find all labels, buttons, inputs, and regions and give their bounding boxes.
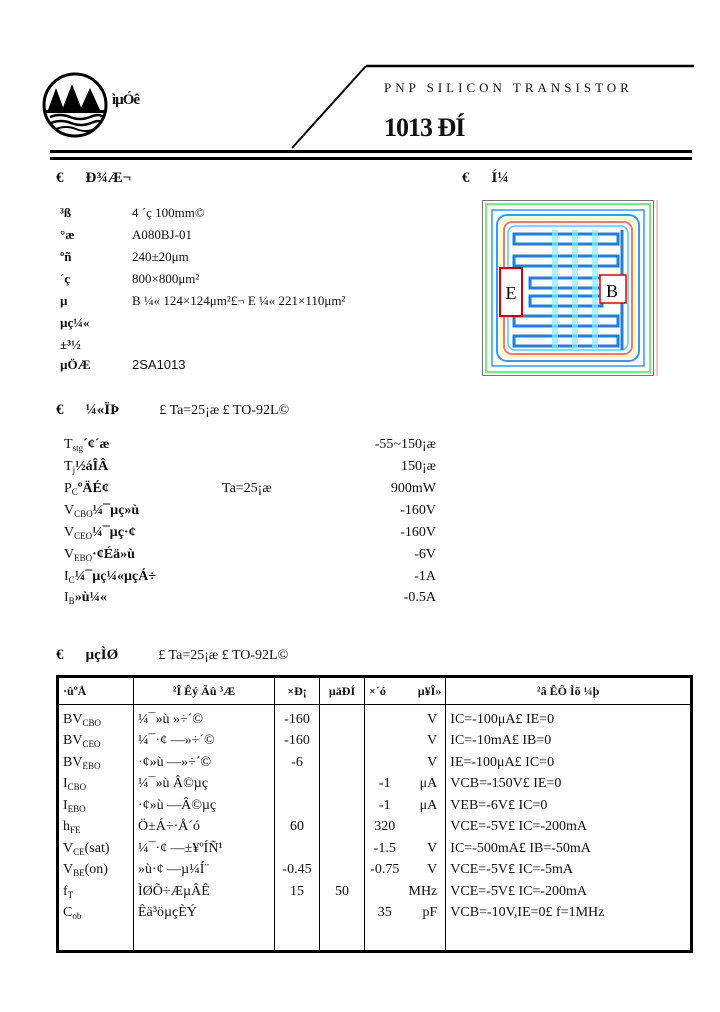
param-symbol: V — [64, 503, 75, 518]
param-symbol: V — [64, 525, 75, 540]
section-marker: € — [462, 170, 470, 186]
section-marker: € — [56, 402, 64, 418]
symbol-cell: $BV_{EBO}$ — [63, 754, 101, 771]
param-symbol: P — [64, 481, 72, 496]
param-symbol: T — [64, 459, 73, 474]
conditions-cell: VEB=-6V£ IC=0 — [446, 795, 692, 817]
col-max: ×´ó — [365, 677, 405, 705]
spec-key: ³ß — [60, 205, 72, 220]
rating-row — [64, 503, 436, 523]
conditions-cell: IC=-10mA£ IB=0 — [446, 731, 692, 753]
product-title: 1013 ÐÍ — [384, 113, 465, 142]
symbol-cell: $f_T$ — [63, 883, 74, 900]
conditions-cell: VCB=-10V,IE=0£ f=1MHz — [446, 903, 692, 925]
name-cell: ¼¯·¢ —±¥ºÍÑ¹ — [134, 838, 275, 860]
col-symbol: ·ûºÅ — [58, 677, 134, 705]
max-ratings-list — [64, 437, 436, 612]
min-cell: -160 — [275, 731, 320, 753]
max-cell: -1 — [365, 774, 405, 796]
max-ratings-heading — [56, 402, 289, 419]
conditions-cell: VCE=-5V£ IC=-200mA — [446, 817, 692, 839]
symbol-cell: $BV_{CBO}$ — [63, 711, 101, 728]
unit-cell — [405, 817, 446, 839]
company-name: ìµÓê — [112, 92, 140, 108]
chip-spec-list — [60, 205, 440, 375]
max-cell: -1 — [365, 795, 405, 817]
conditions-cell: IC=-500mA£ IB=-50mA — [446, 838, 692, 860]
max-cell — [365, 752, 405, 774]
min-cell: -6 — [275, 752, 320, 774]
spec-value: 240±20μm — [132, 249, 189, 264]
header-divider-bottom — [50, 157, 692, 160]
param-subscript: j — [72, 465, 76, 475]
param-value: 150¡æ — [401, 459, 436, 474]
table-row — [58, 817, 692, 839]
table-row — [58, 705, 692, 731]
param-symbol: I — [64, 569, 69, 584]
typ-cell — [320, 817, 365, 839]
param-subscript: CEO — [74, 531, 93, 541]
rating-row — [64, 547, 436, 567]
unit-cell: MHz — [408, 883, 438, 899]
name-cell: »ù·¢ —µ¼Í¨ — [134, 860, 275, 882]
param-subscript: C — [68, 575, 75, 585]
param-value: -55~150¡æ — [374, 437, 436, 452]
section-conditions: £ Ta=25¡æ £ TO-92L© — [159, 403, 290, 418]
param-label: ¼¯µç»ù — [92, 503, 140, 518]
symbol-cell: $V_{BE}(on)$ — [63, 862, 108, 879]
symbol-cell: $h_{FE}$ — [63, 819, 81, 836]
param-label: »ù¼« — [74, 590, 107, 605]
max-cell: -1.5 — [365, 838, 405, 860]
param-value: -1A — [414, 569, 436, 584]
rating-row — [64, 459, 436, 479]
table-row — [58, 838, 692, 860]
name-cell: ¼¯·¢ —»÷´© — [134, 731, 275, 753]
unit-cell: V — [427, 711, 438, 727]
param-label: ½áÎÂ — [75, 459, 109, 474]
max-cell: -0.75 — [365, 860, 405, 882]
param-value: -160V — [400, 525, 436, 540]
company-logo-icon — [42, 72, 108, 138]
typ-cell — [320, 774, 365, 796]
max-cell — [365, 881, 405, 903]
table-row — [58, 731, 692, 753]
section-label: Í¼ — [491, 170, 509, 186]
min-cell: 15 — [275, 881, 320, 903]
name-cell: ·¢»ù —Â©µç — [134, 795, 275, 817]
spec-key: °æ — [60, 227, 75, 242]
spec-key: µÖÆ — [60, 357, 91, 372]
rating-row — [64, 437, 436, 457]
typ-cell — [320, 752, 365, 774]
min-cell — [275, 838, 320, 860]
param-subscript: B — [68, 596, 75, 606]
table-header-row — [58, 677, 692, 705]
unit-cell: μA — [419, 797, 438, 813]
section-label: Ð¾Æ¬ — [85, 170, 132, 186]
section-conditions: £ Ta=25¡æ £ TO-92L© — [158, 648, 289, 663]
spec-key: ±³½ — [60, 337, 81, 352]
typ-cell — [320, 705, 365, 731]
param-value: -6V — [414, 547, 436, 562]
col-conditions: ²â ÊÔ Ìõ ¼þ — [446, 677, 692, 705]
min-cell: -0.45 — [275, 860, 320, 882]
param-symbol: V — [64, 547, 75, 562]
param-subscript: stg — [72, 443, 84, 453]
param-value: 900mW — [390, 481, 436, 496]
max-cell — [365, 731, 405, 753]
electrical-characteristics-table — [56, 675, 693, 953]
chip-section-heading — [56, 170, 131, 187]
symbol-cell: $V_{CE}(sat)$ — [63, 840, 110, 857]
param-label: ¼¯µç¼«µçÁ÷ — [74, 569, 157, 584]
min-cell — [275, 903, 320, 925]
section-marker: € — [56, 647, 64, 663]
rating-row — [64, 569, 436, 589]
table-row-empty — [58, 924, 692, 952]
unit-cell: pF — [422, 905, 438, 921]
table-row — [58, 881, 692, 903]
table-row — [58, 752, 692, 774]
symbol-cell: $BV_{CEO}$ — [63, 733, 101, 750]
conditions-cell: VCE=-5V£ IC=-5mA — [446, 860, 692, 882]
param-symbol: T — [64, 437, 73, 452]
unit-cell: V — [427, 840, 438, 856]
unit-cell: V — [427, 733, 438, 749]
name-cell: ¼¯»ù Â©µç — [134, 774, 275, 796]
name-cell: ¼¯»ù »÷´© — [134, 705, 275, 731]
param-symbol: I — [64, 590, 69, 605]
section-label: µçÌØ — [85, 647, 119, 663]
col-min: ×Ð¡ — [275, 677, 320, 705]
spec-value: 4 ´ç 100mm© — [132, 205, 205, 220]
spec-value: 2SA1013 — [132, 357, 186, 372]
spec-value: B ¼« 124×124μm²£¬ E ¼« 221×110μm² — [132, 293, 346, 308]
conditions-cell: VCB=-150V£ IE=0 — [446, 774, 692, 796]
diagram-section-heading — [462, 170, 509, 187]
rating-row — [64, 525, 436, 545]
emitter-pad-label: E — [505, 283, 517, 303]
spec-key: µ — [60, 293, 68, 308]
param-subscript: CBO — [74, 509, 93, 519]
name-cell: ·¢»ù —»÷´© — [134, 752, 275, 774]
spec-value: A080BJ-01 — [132, 227, 192, 242]
rating-row — [64, 481, 436, 501]
name-cell: ÌØÕ÷ÆµÂÊ — [134, 881, 275, 903]
max-cell — [365, 705, 405, 731]
param-subscript: C — [71, 487, 78, 497]
conditions-cell: IE=-100μA£ IC=0 — [446, 752, 692, 774]
min-cell: 60 — [275, 817, 320, 839]
spec-value: 800×800μm² — [132, 271, 200, 286]
spec-key: ºñ — [60, 249, 72, 264]
max-cell: 320 — [365, 817, 405, 839]
electrical-heading — [56, 647, 288, 664]
spec-key: µç¼« — [60, 315, 90, 330]
die-layout-diagram — [482, 200, 658, 376]
unit-cell: V — [427, 754, 438, 770]
table-row — [58, 774, 692, 796]
table-row — [58, 795, 692, 817]
typ-cell — [320, 860, 365, 882]
param-value: -0.5A — [403, 590, 436, 605]
param-subscript: EBO — [74, 553, 93, 563]
col-unit: µ¥Î» — [405, 677, 446, 705]
param-value: -160V — [400, 503, 436, 518]
param-label: ¼¯µç·¢ — [92, 525, 136, 540]
header-divider-top — [50, 150, 692, 153]
name-cell: Ö±Á÷·Å´ó — [134, 817, 275, 839]
param-label: ·¢Éä»ù — [92, 547, 135, 562]
unit-cell: V — [427, 862, 438, 878]
col-typ: µäÐÍ — [320, 677, 365, 705]
unit-cell: μA — [419, 776, 438, 792]
table-row — [58, 860, 692, 882]
min-cell: -160 — [275, 705, 320, 731]
col-parameter: ²Î Êý Ãû ³Æ — [134, 677, 275, 705]
spec-key: ´ç — [60, 271, 71, 286]
typ-cell — [320, 838, 365, 860]
rating-row — [64, 590, 436, 610]
param-label: ´¢´æ — [83, 437, 110, 452]
symbol-cell: $C_{ob}$ — [63, 905, 82, 922]
symbol-cell: $I_{CBO}$ — [63, 776, 87, 793]
min-cell — [275, 774, 320, 796]
section-marker: € — [56, 170, 64, 186]
product-subtitle: PNP SILICON TRANSISTOR — [384, 80, 633, 95]
name-cell: Êä³öµçÈÝ — [134, 903, 275, 925]
typ-cell — [320, 731, 365, 753]
section-label: ¼«ÏÞ — [85, 402, 120, 418]
typ-cell: 50 — [320, 881, 365, 903]
base-pad-label: B — [605, 281, 619, 301]
param-label: ºÄÉ¢ — [77, 481, 109, 496]
max-cell: 35 — [365, 903, 405, 925]
min-cell — [275, 795, 320, 817]
typ-cell — [320, 903, 365, 925]
conditions-cell: VCE=-5V£ IC=-200mA — [446, 881, 692, 903]
param-condition: Ta=25¡æ — [222, 481, 272, 496]
conditions-cell: IC=-100μA£ IE=0 — [446, 705, 692, 731]
table-row — [58, 903, 692, 925]
symbol-cell: $I_{EBO}$ — [63, 797, 86, 814]
typ-cell — [320, 795, 365, 817]
